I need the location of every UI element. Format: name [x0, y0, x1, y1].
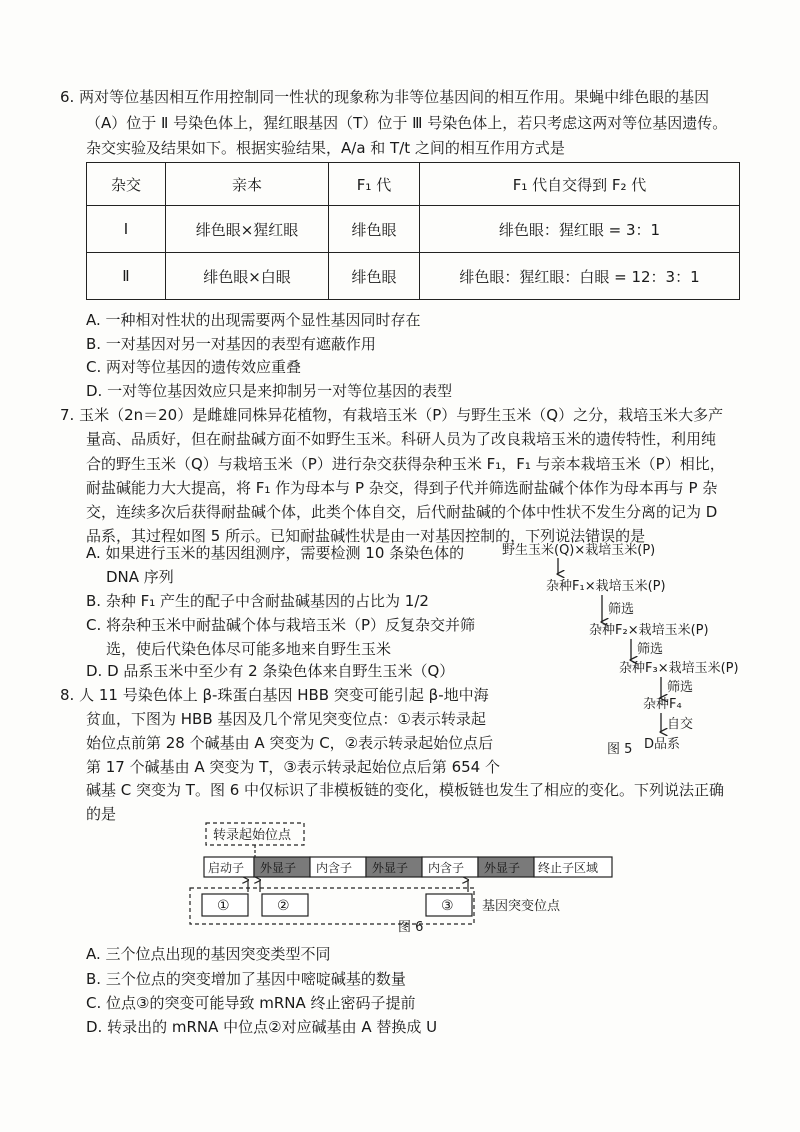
q7-option-d[interactable]: D. D 品系玉米中至少有 2 条染色体来自野生玉米（Q）: [86, 662, 455, 680]
q6-stem-line-3: 杂交实验及结果如下。根据实验结果，A/a 和 T/t 之间的相互作用方式是: [86, 139, 565, 157]
figure-5-breeding-flowchart: [498, 538, 748, 758]
table-cell: 绯色眼：猩红眼 = 3：1: [420, 206, 740, 253]
q7-stem-line-6: 品系，其过程如图 5 所示。已知耐盐碱性状是由一对基因控制的，下列说法错误的是: [86, 527, 646, 545]
table-cell: Ⅰ: [87, 206, 166, 253]
segment-exon-1: 外显子: [260, 861, 297, 875]
q6-option-a[interactable]: A. 一种相对性状的出现需要两个显性基因同时存在: [86, 311, 421, 329]
table-header-cell: F₁ 代自交得到 F₂ 代: [420, 163, 740, 206]
table-header-cell: 亲本: [166, 163, 329, 206]
q7-stem-line-4: 耐盐碱能力大大提高，将 F₁ 作为母本与 P 杂交，得到子代并筛选耐盐碱个体作为母本再与 P 杂: [86, 479, 718, 497]
table-cell: 绯色眼×白眼: [166, 253, 329, 300]
q6-option-d[interactable]: D. 一对等位基因效应只是来抑制另一对等位基因的表型: [86, 382, 453, 400]
mutation-site-2: ②: [277, 898, 290, 914]
table-row: [87, 206, 740, 253]
q7-option-b[interactable]: B. 杂种 F₁ 产生的配子中含耐盐碱基因的占比为 1/2: [86, 592, 429, 610]
fig5-step-4: 杂种F₄: [643, 697, 682, 712]
q8-option-c[interactable]: C. 位点③的突变可能导致 mRNA 终止密码子提前: [86, 994, 416, 1012]
q8-stem-line-5: 碱基 C 突变为 T。图 6 中仅标识了非模板链的变化，模板链也发生了相应的变化。下列说法正确: [86, 781, 725, 799]
q7-stem-line-2: 量高、品质好，但在耐盐碱方面不如野生玉米。科研人员为了改良栽培玉米的遗传特性，利用纯: [86, 430, 717, 448]
fig5-screen-2: 筛选: [637, 642, 664, 657]
q6-option-c[interactable]: C. 两对等位基因的遗传效应重叠: [86, 358, 302, 376]
q8-stem-line-3: 始位点前第 28 个碱基由 A 突变为 C，②表示转录起始位点后: [86, 734, 494, 752]
table-row: [87, 253, 740, 300]
gene-structure-bar: [204, 857, 612, 877]
fig5-screen-3: 筛选: [667, 680, 694, 695]
table-header-row: [87, 163, 740, 206]
table-header-cell: F₁ 代: [329, 163, 420, 206]
q8-option-b[interactable]: B. 三个位点的突变增加了基因中嘧啶碱基的数量: [86, 970, 406, 988]
q8-option-d[interactable]: D. 转录出的 mRNA 中位点②对应碱基由 A 替换成 U: [86, 1018, 438, 1036]
fig5-step-0: 野生玉米(Q)×栽培玉米(P): [502, 543, 656, 558]
segment-exon-2: 外显子: [372, 861, 409, 875]
segment-intron-2: 内含子: [428, 861, 465, 875]
segment-terminator: 终止子区域: [538, 861, 599, 875]
fig5-self: 自交: [667, 717, 694, 732]
fig5-result: D品系: [644, 737, 681, 752]
segment-promoter: 启动子: [208, 861, 245, 875]
q6-stem-line-2: （A）位于 Ⅱ 号染色体上，猩红眼基因（T）位于 Ⅲ 号染色体上，若只考虑这两对等位基因遗传。: [86, 114, 728, 132]
q8-stem-line-1: 8. 人 11 号染色体上 β-珠蛋白基因 HBB 突变可能引起 β-地中海: [60, 686, 489, 704]
fig5-step-3: 杂种F₃×栽培玉米(P): [619, 661, 739, 676]
q7-stem-line-1: 7. 玉米（2n＝20）是雌雄同株异花植物，有栽培玉米（P）与野生玉米（Q）之分，栽培玉米大多产: [60, 406, 724, 424]
segment-exon-3: 外显子: [484, 861, 521, 875]
q8-stem-line-2: 贫血，下图为 HBB 基因及几个常见突变位点：①表示转录起: [86, 710, 486, 728]
q8-stem-line-4: 第 17 个碱基由 A 突变为 T，③表示转录起始位点后第 654 个: [86, 758, 500, 776]
q7-option-c-cont: 选，使后代染色体尽可能多地来自野生玉米: [106, 640, 392, 658]
figure-5-caption: 图 5: [607, 742, 633, 757]
q7-option-a[interactable]: A. 如果进行玉米的基因组测序，需要检测 10 条染色体的: [86, 544, 465, 562]
q7-option-c[interactable]: C. 将杂种玉米中耐盐碱个体与栽培玉米（P）反复杂交并筛: [86, 616, 476, 634]
fig5-step-1: 杂种F₁×栽培玉米(P): [546, 579, 666, 594]
table-cell: 绯色眼: [329, 206, 420, 253]
tss-label: 转录起始位点: [213, 828, 292, 843]
q6-option-b[interactable]: B. 一对基因对另一对基因的表型有遮蔽作用: [86, 335, 376, 353]
table-cell: 绯色眼×猩红眼: [166, 206, 329, 253]
q7-option-a-cont: DNA 序列: [106, 568, 174, 586]
mutation-site-1: ①: [217, 898, 230, 914]
fig5-screen-1: 筛选: [608, 602, 635, 617]
mutation-site-label: 基因突变位点: [482, 899, 561, 914]
q7-stem-line-5: 交，连续多次后获得耐盐碱个体，此类个体自交，后代耐盐碱的个体中性状不发生分离的记为 D: [86, 503, 718, 521]
table-cell: 绯色眼: [329, 253, 420, 300]
q6-stem-line-1: 6. 两对等位基因相互作用控制同一性状的现象称为非等位基因间的相互作用。果蝇中绯色眼的基因: [60, 88, 710, 106]
table-header-cell: 杂交: [87, 163, 166, 206]
q6-cross-table: [86, 162, 740, 300]
table-cell: 绯色眼：猩红眼：白眼 = 12：3：1: [420, 253, 740, 300]
figure-6-caption: 图 6: [398, 920, 424, 935]
segment-intron-1: 内含子: [316, 861, 353, 875]
table-cell: Ⅱ: [87, 253, 166, 300]
fig5-step-2: 杂种F₂×栽培玉米(P): [589, 623, 709, 638]
mutation-site-3: ③: [441, 898, 454, 914]
q8-option-a[interactable]: A. 三个位点出现的基因突变类型不同: [86, 945, 331, 963]
q7-stem-line-3: 合的野生玉米（Q）与栽培玉米（P）进行杂交获得杂种玉米 F₁，F₁ 与亲本栽培玉米（P）相比，: [86, 455, 725, 473]
q8-stem-line-6: 的是: [86, 805, 117, 823]
